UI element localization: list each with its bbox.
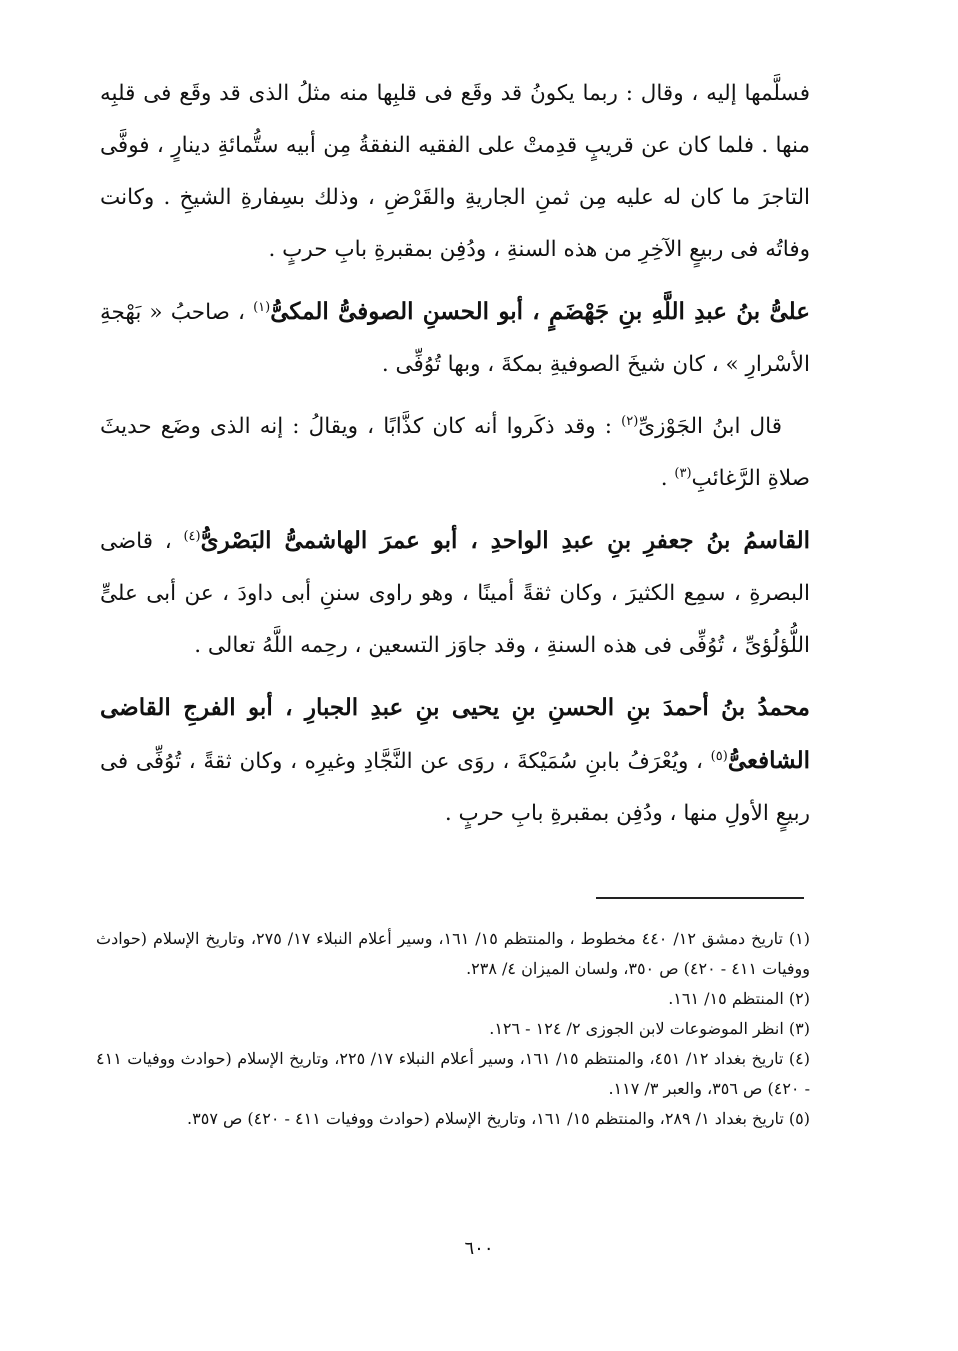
paragraph-3-end: .: [660, 466, 668, 491]
footnote-4: (٤) تاريخ بغداد ١٢/ ٤٥١، والمنتظم ١٥/ ١٦١، وسير أعلام النبلاء ١٧/ ٢٢٥، وتاريخ الإسلام (حوادث ووفيات ٤١١ - ٤٢٠) ص ٣٥٦، والعبر ٣/ ١١٧.: [96, 1049, 811, 1098]
paragraph-3-a: قال ابنُ الجَوْزىِّ: [638, 414, 782, 439]
footnote-2: (٢) المنتظم ١٥/ ١٦١.: [668, 989, 810, 1008]
footnote-ref-4: (٤): [183, 528, 201, 544]
footnote-1: (١) تاريخ دمشق ١٢/ ٤٤٠ مخطوط ، والمنتظم ١٥/ ١٦١، وسير أعلام النبلاء ١٧/ ٢٧٥، وتاريخ الإسلام (حوادث ووفيات ٤١١ - ٤٢٠) ص ٣٥٠، ولسان الميزان ٤/ ٢٣٨.: [96, 929, 810, 978]
footnotes: [96, 924, 810, 1134]
footnote-ref-5: (٥): [710, 748, 728, 764]
main-text: [100, 68, 810, 850]
page-number: ٦٠٠: [464, 1238, 494, 1259]
footnote-ref-2: (٢): [621, 413, 639, 429]
footnote-separator: [596, 897, 804, 899]
entry-muhammad-ibn-ahmad: [100, 682, 810, 840]
entry-1-text: ، صاحبُ « بَهْجةِ الأسْرارِ » ، كان شيخَ الصوفيةِ بمكةَ ، وبها تُوُفِّى .: [100, 300, 810, 377]
paragraph-1: [100, 68, 810, 276]
footnote-5: (٥) تاريخ بغداد ١/ ٢٨٩، والمنتظم ١٥/ ١٦١، وتاريخ الإسلام (حوادث ووفيات ٤١١ - ٤٢٠) ص ٣٥٧.: [187, 1109, 810, 1128]
entry-3-text: ، ويُعْرَفُ بابنِ سُمَيْكةَ ، روَى عن النَّجَّادِ وغيرِه ، وكان ثقةً ، تُوُفِّى فى ربيعٍ الأولِ منها ، ودُفِن بمقبرةِ بابِ حربٍ .: [100, 749, 810, 826]
footnote-3: (٣) انظر الموضوعات لابن الجوزى ٢/ ١٢٤ - ١٢٦.: [489, 1019, 810, 1038]
entry-2-name: القاسمُ بنُ جعفرِ بنِ عبدِ الواحدِ ، أبو عمرَ الهاشمىُّ البَصْرىُّ: [200, 527, 810, 554]
paragraph-1-text: فسلَّمها إليه ، وقال : ربما يكونُ قد وقَع فى قلبِها منه مثلُ الذى قد وقَع فى قلبِه منها . فلما كان عن قريبٍ قدِمتْ على الفقيه النفقةُ مِن أبيه ستُّمائةِ دينارٍ ، فوفَّى التاجرَ ما كان له عليه مِن ثمنِ الجاريةِ والقَرْضِ ، وذلك بسِفارةِ الشيخِ . وكانت وفاتُه فى ربيعٍ الآخِرِ من هذه السنةِ ، ودُفِن بمقبرةِ بابِ حربٍ .: [100, 81, 810, 262]
paragraph-ibn-jawzi: [100, 401, 810, 505]
footnote-ref-3: (٣): [674, 465, 692, 481]
entry-1-name: علىُّ بنُ عبدِ اللَّهِ بنِ جَهْضَمٍ ، أبو الحسنِ الصوفىُّ المكىُّ: [270, 298, 810, 325]
entry-3-name: محمدُ بنُ أحمدَ بنِ الحسنِ بنِ يحيى بنِ عبدِ الجبارِ ، أبو الفرجِ القاضى الشافعىُّ: [100, 694, 810, 774]
paragraph-3-b: : وقد ذكَروا أنه كان كذَّابًا ، ويقالُ : إنه الذى وضَع حديثَ صلاةِ الرَّغائبِ: [100, 414, 810, 491]
entry-qasim-ibn-jafar: [100, 515, 810, 672]
entry-2-text: ، قاضى البصرةِ ، سمِع الكثيرَ ، وكان ثقةً أمينًا ، وهو راوى سننِ أبى داودَ ، عن أبى علىٍّ اللُّؤلُؤىِّ ، تُوُفِّى فى هذه السنةِ ، وقد جاوَز التسعين ، رحِمه اللَّهُ تعالى .: [100, 529, 810, 658]
entry-ali-ibn-jahdam: [100, 286, 810, 391]
footnote-ref-1: (١): [253, 299, 271, 315]
